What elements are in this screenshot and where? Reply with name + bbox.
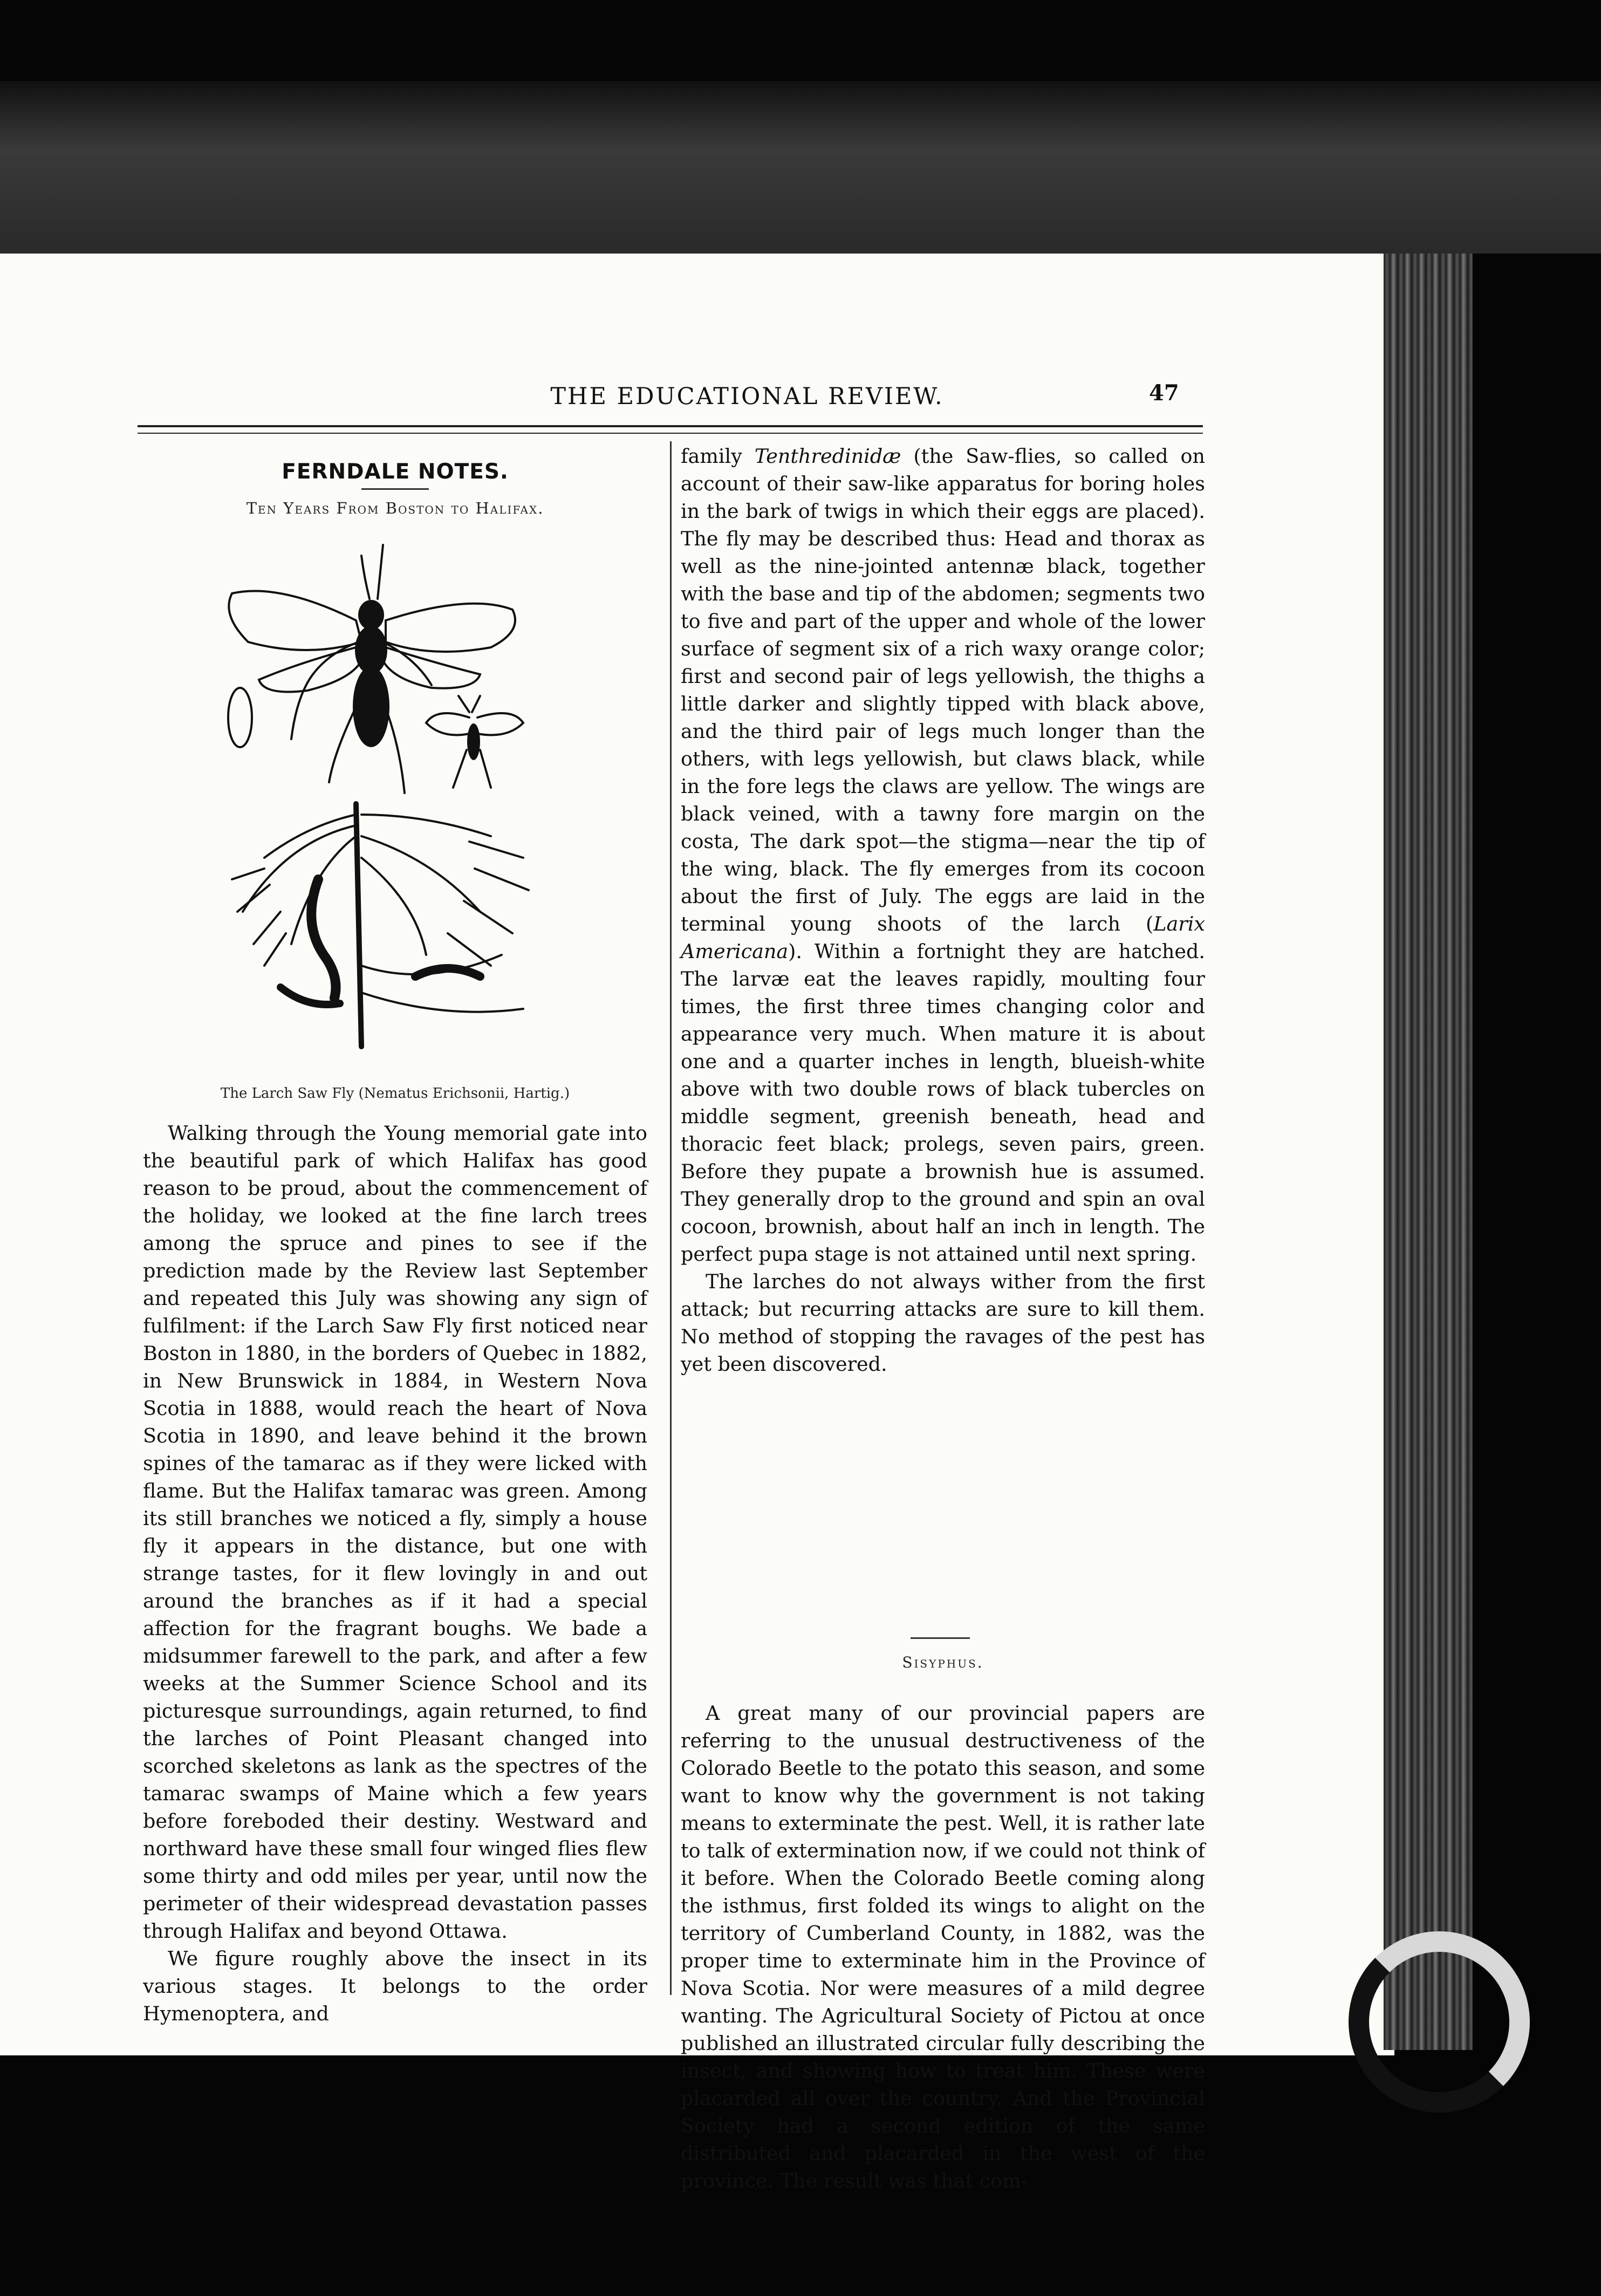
text-span: family [681, 445, 755, 468]
text-span: (the Saw-flies, so called on account of their saw-like apparatus for boring holes in the bark of twigs in which their eggs are placed). The fly may be described thus: Head and thorax as well as the nine-jointed antennæ black, together with the base and tip of the abdomen; segments two to five and part of the upper and whole of the lower surface of segment six of a rich waxy orange color; first and second pair of legs yellowish, the thighs a little darker and slightly tipped with black above, and the third pair of legs much longer than the others, with legs yellowish, but claws black, while in the fore legs the claws are yellow. The wings are black veined, with a tawny fore margin on the costa, The dark spot—the stigma—near the tip of the wing, black. The fly emerges from its cocoon about the first of July. The eggs are laid in the terminal young shoots of the larch ( [681, 445, 1205, 935]
section-divider [911, 1637, 970, 1639]
right-column-text [681, 442, 1205, 1378]
paragraph: We figure roughly above the insect in its various stages. It belongs to the order Hymenoptera, and [143, 1947, 647, 2025]
book-spine-edge [1384, 254, 1473, 2050]
paragraph: The larches do not always wither from the first attack; but recurring attacks are sure to kill them. No method of stopping the ravages of the pest has yet been discovered. [681, 1270, 1205, 1376]
text-span: ). Within a fortnight they are hatched. The larvæ eat the leaves rapidly, moulting four times, the first three times changing color and appearance very much. When mature it is about one and a quarter inches in length, blueish-white above with two double rows of black tubercles on middle segment, greenish beneath, head and thoracic feet black; prolegs, seven pairs, green. Before they pupate a brownish hue is assumed. They generally drop to the ground and spin an oval cocoon, brownish, about half an inch in length. The perfect pupa stage is not attained until next spring. [681, 940, 1205, 1266]
scanner-shadow-top [0, 81, 1601, 254]
article-subtitle: Ten Years From Boston to Halifax. [246, 499, 544, 517]
column-divider [670, 441, 672, 1995]
taxon-name: Larix Americana [681, 912, 1205, 963]
title-rule [361, 488, 429, 490]
running-header-title: THE EDUCATIONAL REVIEW. [550, 383, 944, 410]
left-column-text [143, 1119, 647, 2027]
page-number: 47 [1149, 380, 1179, 406]
section-heading: Sisyphus. [902, 1653, 984, 1671]
header-rule [138, 425, 1203, 427]
header-rule-thin [138, 433, 1203, 434]
paragraph: A great many of our provincial papers are referring to the unusual destructiveness of the Colorado Beetle to the potato this season, and some want to know why the government is not taking means to exterminate the pest. Well, it is rather late to talk of extermination now, if we could not think of it before. When the Colorado Beetle coming along the isthmus, first folded its wings to alight on the territory of Cumberland County, in 1882, was the proper time to exterminate him in the Province of Nova Scotia. Nor were measures of a mild degree wanting. The Agricultural Society of Pictou at once published an illustrated circular fully describing the insect, and showing how to treat him. These were placarded all over the country. And the Provincial Society had a second edition of the same distributed and placarded in the west of the province. The result was that com- [681, 1702, 1205, 2192]
article-title: FERNDALE NOTES. [282, 460, 509, 484]
right-column-text-2 [681, 1699, 1205, 2195]
book-page [0, 254, 1394, 2192]
paragraph: Walking through the Young memorial gate into the beautiful park of which Halifax has good reason to be proud, about the commencement of the holiday, we looked at the fine larch trees among the spruce and pines to see if the prediction made by the Review last September and repeated this July was showing any sign of fulfilment: if the Larch Saw Fly first noticed near Boston in 1880, in the borders of Quebec in 1882, in New Brunswick in 1884, in Western Nova Scotia in 1888, would reach the heart of Nova Scotia in 1890, and leave behind it the brown spines of the tamarac as if they were licked with flame. But the Halifax tamarac was green. Among its still branches we noticed a fly, simply a house fly it appears in the distance, but one with strange tastes, for it flew lovingly in and out around the branches as if it had a special affection for the fragrant boughs. We bade a midsummer farewell to the park, and after a few weeks at the Summer Science School and its picturesque surroundings, again returned, to find the larches of Point Pleasant changed into scorched skeletons as lank as the spectres of the tamarac swamps of Maine which a few years before foreboded their destiny. Westward and northward have these small four winged flies flew some thirty and odd miles per year, until now the perimeter of their widespread devastation passes through Halifax and beyond Ottawa. [143, 1122, 647, 1943]
figure-caption: The Larch Saw Fly (Nematus Erichsonii, Hartig.) [220, 1085, 570, 1102]
paragraph-continuation [681, 442, 1205, 1268]
taxon-name: Tenthredinidæ [754, 445, 901, 468]
page-clip [1349, 1931, 1530, 2113]
